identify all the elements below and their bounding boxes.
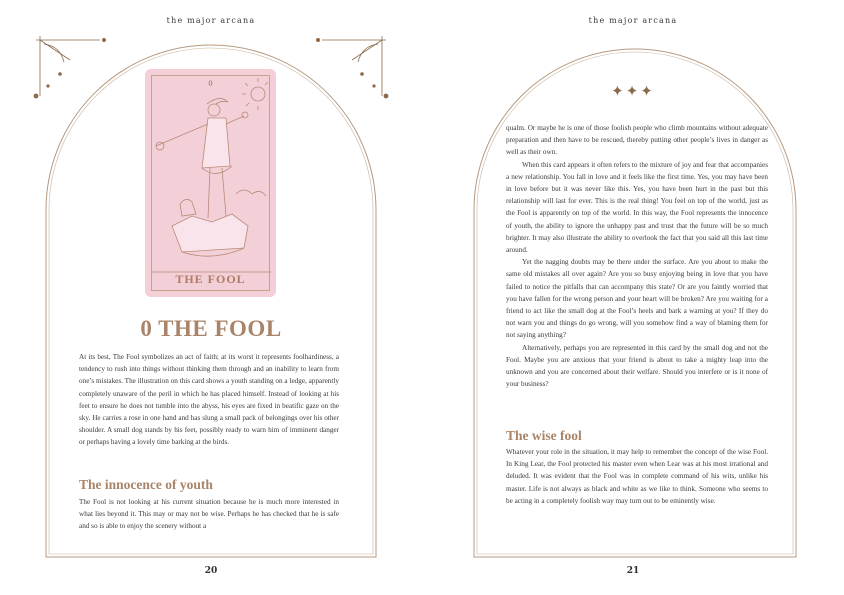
page-number: 20 [204,566,218,576]
page-title: 0 THE FOOL [140,316,282,341]
running-head: the major arcana [166,16,256,25]
corner-ornament-left [34,36,106,98]
section-paragraph [79,496,339,533]
intro-text: At its best, The Fool symbolizes an act of faith; at its worst it represents foolhardiness, a tendency to rush into things without thinking them through and an inability to learn from one’s mistakes. The illustration on this card shows a youth standing on a ledge, apparently completely unaware of the peril in which he has placed himself. Instead of looking at his feet to ensure he does not tumble into the abyss, his eyes are fixed in beatific gaze on the sky. He carries a rose in one hand and has slung a small pack of belongings over his other shoulder. A small dog stands by his feet, possibly ready to warn him of imminent danger or perhaps having a lovely time barking at the birds. [79,353,339,447]
section-text: The Fool is not looking at his current situation because he is much more interested in what lies beyond it. This may or may not be wise. Perhaps he has checked that he is safe and so is able to enjoy the scenery without a [79,498,339,531]
corner-ornament-right [316,36,388,98]
running-head: the major arcana [588,16,678,25]
section-heading: The wise fool [506,428,582,443]
paragraph: Alternatively, perhaps you are represented in this card by the small dog and not the Fool. Maybe you are anxious that your friend is about to take a mighty leap into the unknown and you are concerned about their welfare. Should you interfere or is it none of your business? [506,343,768,389]
page-number: 21 [626,566,640,576]
card-name: THE FOOL [175,272,246,286]
paragraph: When this card appears it often refers to the mixture of joy and fear that accompanies a new relationship. You fall in love and it feels like the first time. Yes, you may have been in love before but it was never like this. Yes, you have been hurt in the past but this relationship will last for ever. This is the real thing! You feel on top of the world, just as the Fool is apparently on top of the world. In this way, the Fool represents the innocence of youth, the ability to ignore the unhappy past and trust that the future will be so much brighter. It may also illustrate the ability to overlook the fact that you said all this last time around. [506,160,768,255]
paragraph: Yet the nagging doubts may be there under the surface. Are you about to make the same old mistakes all over again? Are you so busy enjoying being in love that you have failed to notice the pitfalls that can accompany this state? Or are you faintly worried that you have fallen for the wrong person and your heart will be broken? Are you waiting for a friend to act like the small dog at the Fool’s heels and bark a warning at you? If they do not warn you and things do go wrong, will you somehow find a way of blaming them for not saying anything? [506,258,768,340]
section-heading: The innocence of youth [79,477,213,492]
right-page [422,0,844,595]
section-paragraph [506,446,768,507]
intro-paragraph [79,351,339,449]
body-text [506,122,768,390]
card-number: 0 [208,80,213,88]
paragraph: qualm. Or maybe he is one of those foolish people who climb mountains without adequate preparation and then have to be rescued, thereby putting other people’s lives in danger as well as their own. [506,124,768,157]
card-border [151,75,270,291]
section-text: Whatever your role in the situation, it may help to remember the concept of the wise Fool. In King Lear, the Fool protected his master even when Lear was at his most irrational and deluded. It was evident that the Fool was in complete command of his wits, unlike his master. Life is not always as black and white as we like to think. Someone who seems to be acting in a completely foolish way may turn out to be eminently wise. [506,448,768,505]
tarot-card [145,69,276,297]
fool-illustration [152,76,271,292]
star-ornament: ✦✦✦ [611,82,655,100]
